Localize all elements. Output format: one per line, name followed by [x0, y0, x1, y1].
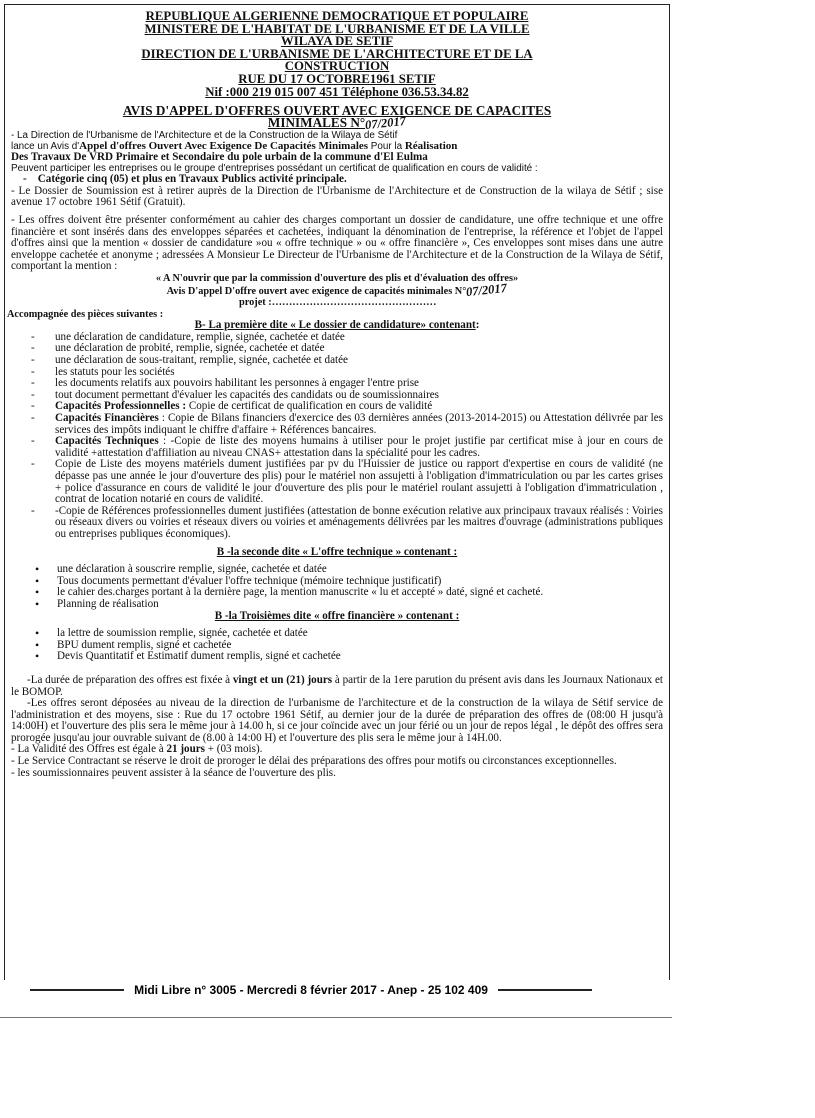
list-item: - -Copie de Références professionnelles dument justifiées (attestation de bonne exécution relative aux principaux travaux réalisés : Voiries ou réseaux divers ou voiries et réseaux divers ou voiries et aménagements délivrées par les maitres d'ouvrage (administrations publiques ou entreprises publiques économiques).	[55, 506, 663, 541]
intro-lance: lance un Avis d'	[11, 140, 80, 152]
accompanied-label: Accompagnée des pièces suivantes :	[7, 308, 164, 320]
candidature-list	[5, 332, 669, 541]
section-financial-heading	[5, 611, 669, 623]
section-candidature-heading: B- La première dite « Le dossier de candidature» contenant:	[194, 319, 480, 332]
section-technical-title: B -la seconde dite « L'offre technique » contenant :	[216, 545, 458, 558]
handwritten-number: 07/2017	[364, 114, 407, 133]
section-financial-title: B -la Troisièmes dite « offre financière » contenant :	[214, 609, 460, 622]
header-line-republic: REPUBLIQUE ALGERIENNE DEMOCRATIQUE ET POPULAIRE	[145, 9, 529, 23]
header-line-ministry: MINISTERE DE L'HABITAT DE L'URBANISME ET DE LA VILLE	[144, 21, 530, 36]
intro-line-1: - La Direction de l'Urbanisme de l'Architecture et de la Construction de la Wilaya de Sétif	[11, 129, 398, 141]
list-item: - tout document permettant d'évaluer les capacités des candidats ou de soumissionnaires	[55, 390, 663, 402]
intro-realisation: Réalisation	[404, 139, 458, 152]
handwritten-number-2: 07/2017	[465, 280, 508, 299]
list-item: - Capacités Financières : Copie de Bilans financiers d'exercice des 03 dernières années (2013-2014-2015) ou Attestation délivrée par les services des impôts indiquant le chiffre d'affaire + Références bancaires.	[55, 413, 663, 436]
header-line-construction: CONSTRUCTION	[284, 59, 390, 74]
list-item: • Devis Quantitatif et Estimatif dument remplis, signé et cachetée	[57, 651, 663, 663]
category-text: Catégorie cinq (05) et plus en Travaux Publics activité principale.	[37, 173, 347, 186]
list-item: • le cahier des.charges portant à la dernière page, la mention manuscrite « lu et accepté » daté, signé et cacheté.	[57, 587, 663, 599]
validity-text-c: + (03 mois).	[205, 743, 263, 756]
footer-publication-text: Midi Libre n° 3005 - Mercredi 8 février 2017 - Anep - 25 102 409	[134, 983, 488, 997]
section-candidature-title: B- La première dite « Le dossier de candidature» contenant	[194, 319, 476, 332]
notice-title-line2	[15, 114, 659, 133]
notice-title-line1: AVIS D'APPEL D'OFFRES OUVERT AVEC EXIGENCE DE CAPACITES	[122, 103, 552, 119]
technical-list	[5, 564, 669, 610]
dossier-paragraph: - Le Dossier de Soumission est à retirer auprès de la Direction de l'Urbanisme de l'Architecture et de Construction de la wilaya de Sétif ; sise avenue 17 octobre 1961 Sétif (Gratuit).	[11, 184, 663, 209]
duration-days: vingt et un (21) jours	[232, 673, 333, 686]
intro-line-2	[11, 141, 663, 152]
list-item: • BPU dument remplis, signé et cachetée	[57, 640, 663, 652]
validity-text-a: - La Validité des Offres est égale à	[11, 743, 167, 756]
notice-title	[15, 103, 659, 133]
list-item: • une déclaration à souscrire remplie, signée, cachetée et datée	[57, 564, 663, 576]
tender-notice	[4, 4, 670, 988]
publication-footer	[0, 980, 672, 1000]
list-item: - une déclaration de probité, remplie, signée, cachetée et datée	[55, 343, 663, 355]
list-item: - Copie de Liste des moyens matériels dument justifiées par pv du l'Huissier de justice ou rapport d'expertise en cours de validité (ne dépasse pas une année le jour d'ouverture des plis) pour le matériel non assujetti à l'obligation d'immatriculation ou par les cartes grises + police d'assurance en cours de validité le jour d'ouverture des plis pour le matériel roulant assujetti à l'obligation d'immatriculation , contrat de location notarié en cours de validité.	[55, 459, 663, 505]
header-line-address: RUE DU 17 OCTOBRE1961 SETIF	[238, 71, 436, 86]
header-line-nif: Nif :000 219 015 007 451 Téléphone 036.53.34.82	[205, 84, 469, 99]
category-line: - Catégorie cinq (05) et plus en Travaux Publics activité principale.	[23, 173, 347, 186]
list-item: • Planning de réalisation	[57, 599, 663, 611]
assist-line: - les soumissionnaires peuvent assister à la séance de l'ouverture des plis.	[11, 766, 336, 779]
header-line-direction: DIRECTION DE L'URBANISME DE L'ARCHITECTURE ET DE LA	[141, 46, 533, 61]
mention-line-2	[5, 280, 669, 299]
service-paragraph: - Le Service Contractant se réserve le droit de proroger le délai des préparations des offres pour motifs ou circonstances exceptionnelles.	[11, 755, 617, 768]
notice-title-minimales: MINIMALES N°	[267, 115, 366, 131]
validity-days: 21 jours	[166, 743, 205, 756]
section-technical-heading	[5, 547, 669, 559]
mention-avis: Avis D'appel D'offre ouvert avec exigence de capacités minimales N°	[166, 285, 467, 297]
duration-paragraph	[11, 675, 663, 698]
list-item: - Capacités Professionnelles : Copie de certificat de qualification en cours de validité	[55, 401, 663, 413]
mention-line-1: « A N'ouvrir que par la commission d'ouverture des plis et d'évaluation des offres»	[155, 272, 519, 284]
mention-project: projet :…………………………………………	[239, 297, 437, 309]
intro-pour: Pour la	[368, 140, 405, 152]
list-item: - une déclaration de sous-traitant, remplie, signée, cachetée et datée	[55, 355, 663, 367]
footer-rule-left	[30, 989, 124, 991]
list-item: • Tous documents permettant d'évaluer l'offre technique (mémoire technique justificatif)	[57, 576, 663, 588]
deposit-paragraph: -Les offres seront déposées au niveau de la direction de l'urbanisme de l'architecture et de la construction de la wilaya de Sétif service de l'administration et des moyens, sise : Rue du 17 octobre 1961 Sétif, au dernier jour de la durée de préparation des offres de (08:00 H jusqu'à 14:00H) et l'ouverture des plis sera le même jour à 14.00 h, si ce jour coïncide avec un jour férié ou un jour de repos légal , le dépôt des offres sera prorogée jusqu'au jour ouvrable suivant de (8.00 à 14:00 H) et l'ouverture des plis sera le même jour à 14H.00.	[11, 697, 663, 744]
footer-rule-right	[498, 989, 592, 991]
duration-text-a: -La durée de préparation des offres est fixée à	[27, 673, 233, 686]
list-item: - les documents relatifs aux pouvoirs habilitant les personnes à engager l'entre prise	[55, 378, 663, 390]
list-item: - les statuts pour les sociétés	[55, 367, 663, 379]
list-item: - Capacités Techniques : -Copie de liste des moyens humains à utiliser pour le projet justifie par certificat mise à jour en cours de validité +attestation d'affiliation au niveau CNAS+ attestation dans la spécialité pour les cadres.	[55, 436, 663, 459]
financial-list	[5, 628, 669, 663]
list-item: • la lettre de soumission remplie, signée, cachetée et datée	[57, 628, 663, 640]
offres-paragraph: - Les offres doivent être présenter conformément au cahier des charges comportant un dossier de candidature, une offre technique et une offre financière et sont insérés dans des enveloppes séparées et cachetées, indiquant la dénomination de l'entreprise, la référence et l'objet de l'appel d'offres ainsi que la mention « dossier de candidature »ou « offre technique » ou « offre financière », Ces enveloppes sont mises dans une autre enveloppe cachetée et anonyme ; adressées A Monsieur Le Directeur de l'Urbanisme de l'Architecture et de la Construction de la Wilaya de Sétif, comportant la mention :	[11, 213, 663, 273]
bottom-divider	[0, 1017, 672, 1018]
intro-project: Des Travaux De VRD Primaire et Secondaire du pole urbain de la commune d'El Eulma	[11, 150, 428, 163]
list-item: - une déclaration de candidature, remplie, signée, cachetée et datée	[55, 332, 663, 344]
intro-eligibility: Peuvent participer les entreprises ou le groupe d'entreprises possédant un certificat de qualification en cours de validité :	[11, 163, 538, 175]
intro-appel: Appel d'offres Ouvert Avec Exigence De Capacités Minimales	[79, 139, 369, 152]
header-line-wilaya: WILAYA DE SETIF	[280, 34, 394, 49]
duration-text-c: à partir de la 1ere parution du présent avis dans les Journaux Nationaux et le BOMOP.	[11, 673, 663, 698]
